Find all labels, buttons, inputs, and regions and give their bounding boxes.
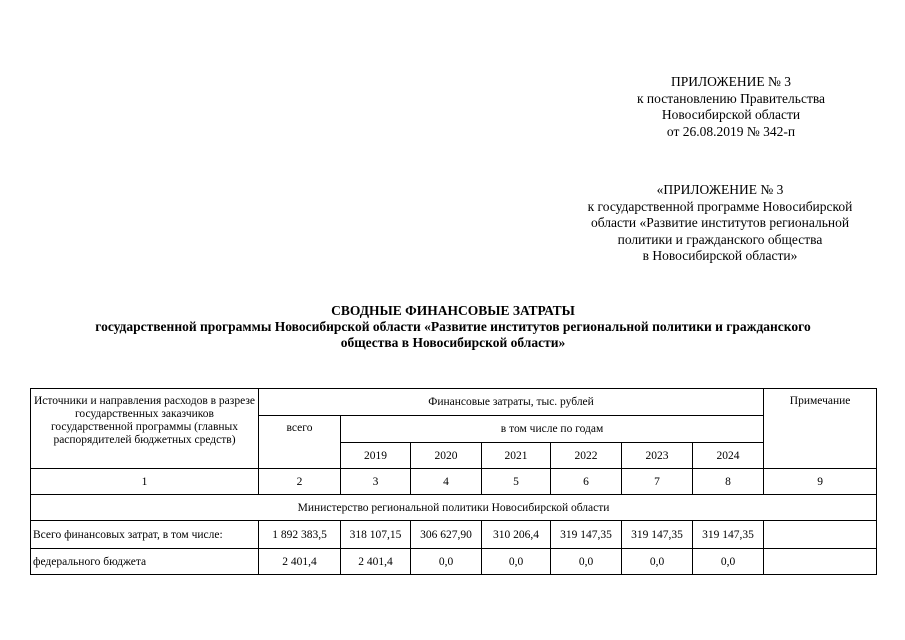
header-year: 2019 xyxy=(341,443,411,469)
appendix-program-line: в Новосибирской области» xyxy=(642,248,798,263)
table-row xyxy=(31,549,877,575)
appendix-resolution-block xyxy=(600,74,862,140)
appendix-program-line: политики и гражданского общества xyxy=(617,231,823,247)
header-year: 2021 xyxy=(482,443,551,469)
column-number: 1 xyxy=(31,469,259,495)
row-year-value: 0,0 xyxy=(551,549,622,575)
column-number: 6 xyxy=(551,469,622,495)
document-subtitle-line: общества в Новосибирской области» xyxy=(340,335,566,350)
header-year: 2020 xyxy=(411,443,482,469)
header-by-years: в том числе по годам xyxy=(341,416,764,443)
row-year-value: 319 147,35 xyxy=(693,521,764,549)
appendix-resolution-line: Новосибирской области xyxy=(661,107,801,122)
row-year-value: 319 147,35 xyxy=(551,521,622,549)
header-sources: Источники и направления расходов в разрезе государственных заказчиков государственной программы (главных распорядителей бюджетных средств) xyxy=(31,389,259,469)
column-number: 4 xyxy=(411,469,482,495)
row-year-value: 319 147,35 xyxy=(622,521,693,549)
header-total: всего xyxy=(259,416,341,469)
row-label: Всего финансовых затрат, в том числе: xyxy=(31,521,259,549)
header-year: 2024 xyxy=(693,443,764,469)
column-number: 5 xyxy=(482,469,551,495)
column-number: 9 xyxy=(764,469,877,495)
table-row xyxy=(31,521,877,549)
row-year-value: 0,0 xyxy=(482,549,551,575)
column-number: 2 xyxy=(259,469,341,495)
row-year-value: 0,0 xyxy=(693,549,764,575)
appendix-program-line: к государственной программе Новосибирской xyxy=(587,198,853,214)
row-total: 1 892 383,5 xyxy=(259,521,341,549)
appendix-resolution-line: от 26.08.2019 № 342-п xyxy=(666,123,796,139)
column-number: 3 xyxy=(341,469,411,495)
row-year-value: 0,0 xyxy=(411,549,482,575)
header-financial-costs: Финансовые затраты, тыс. рублей xyxy=(259,389,764,416)
appendix-program-block xyxy=(560,182,880,265)
row-total: 2 401,4 xyxy=(259,549,341,575)
appendix-resolution-line: к постановлению Правительства xyxy=(636,90,826,106)
header-note: Примечание xyxy=(764,389,877,469)
row-year-value: 318 107,15 xyxy=(341,521,411,549)
row-note xyxy=(764,521,877,549)
document-subtitle-line: государственной программы Новосибирской области «Развитие институтов региональной политики и гражданского xyxy=(95,319,811,334)
header-year: 2022 xyxy=(551,443,622,469)
document-heading xyxy=(30,303,876,351)
row-year-value: 310 206,4 xyxy=(482,521,551,549)
row-year-value: 306 627,90 xyxy=(411,521,482,549)
row-year-value: 2 401,4 xyxy=(341,549,411,575)
section-title: Министерство региональной политики Новосибирской области xyxy=(31,495,877,521)
row-note xyxy=(764,549,877,575)
appendix-program-line: «ПРИЛОЖЕНИЕ № 3 xyxy=(656,182,784,197)
financial-costs-table xyxy=(30,388,877,575)
appendix-program-line: области «Развитие институтов региональной xyxy=(590,215,850,230)
document-title: СВОДНЫЕ ФИНАНСОВЫЕ ЗАТРАТЫ xyxy=(331,303,575,318)
appendix-resolution-line: ПРИЛОЖЕНИЕ № 3 xyxy=(670,74,792,89)
column-number: 7 xyxy=(622,469,693,495)
row-year-value: 0,0 xyxy=(622,549,693,575)
header-year: 2023 xyxy=(622,443,693,469)
column-number: 8 xyxy=(693,469,764,495)
row-label: федерального бюджета xyxy=(31,549,259,575)
